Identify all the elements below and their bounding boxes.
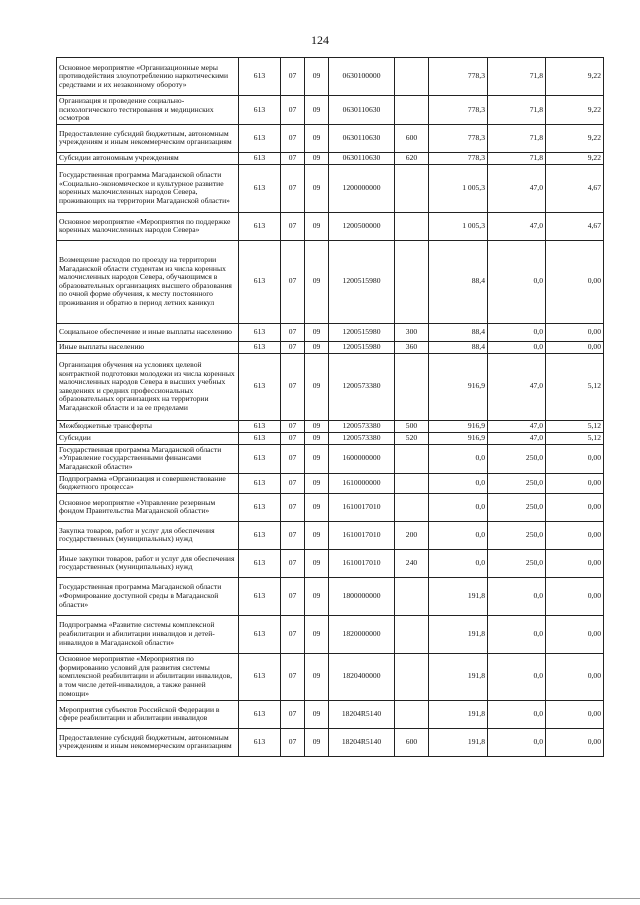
cell-vr: 600 [395,124,429,152]
cell-ved: 613 [239,700,281,728]
cell-sum-2: 47,0 [488,212,546,240]
cell-name: Возмещение расходов по проезду на территории Магаданской области студентам из числа коренных малочисленных народов Севера, обучающимся в образовательных организациях высшего образования по очной форме обучения, к месту постоянного проживания и обратно в период летних каникул [57,240,239,323]
table-row [57,96,604,125]
cell-sum-3: 5,12 [546,432,604,444]
cell-csr: 1610017010 [329,493,395,521]
cell-name: Субсидии [57,432,239,444]
cell-name: Закупка товаров, работ и услуг для обеспечения государственных (муниципальных) нужд [57,521,239,549]
cell-ved: 613 [239,96,281,125]
cell-sum-2: 47,0 [488,353,546,420]
cell-name: Предоставление субсидий бюджетным, автономным учреждениям и иным некоммерческим организациям [57,124,239,152]
cell-sum-3: 5,12 [546,353,604,420]
cell-rz: 07 [281,323,305,341]
cell-sum-1: 191,8 [429,615,488,653]
cell-sum-1: 778,3 [429,58,488,96]
cell-rz: 07 [281,473,305,493]
cell-ved: 613 [239,212,281,240]
cell-sum-3: 0,00 [546,473,604,493]
cell-sum-1: 191,8 [429,728,488,756]
cell-sum-2: 71,8 [488,124,546,152]
cell-pr: 09 [305,700,329,728]
cell-rz: 07 [281,493,305,521]
cell-pr: 09 [305,58,329,96]
cell-sum-2: 0,0 [488,240,546,323]
cell-vr [395,653,429,700]
cell-sum-2: 0,0 [488,577,546,615]
cell-name: Основное мероприятие «Мероприятия по формированию условий для развития системы комплексной реабилитации и абилитации инвалидов, в том числе детей-инвалидов, а также ранней помощи» [57,653,239,700]
cell-ved: 613 [239,341,281,353]
cell-pr: 09 [305,493,329,521]
cell-vr: 300 [395,323,429,341]
cell-sum-2: 47,0 [488,164,546,212]
cell-sum-1: 88,4 [429,240,488,323]
cell-sum-1: 88,4 [429,341,488,353]
table-row [57,473,604,493]
cell-sum-3: 4,67 [546,212,604,240]
cell-sum-3: 0,00 [546,444,604,473]
cell-pr: 09 [305,96,329,125]
cell-sum-1: 0,0 [429,521,488,549]
cell-vr [395,58,429,96]
table-row [57,323,604,341]
cell-csr: 1200573380 [329,420,395,432]
cell-sum-3: 0,00 [546,700,604,728]
cell-vr [395,700,429,728]
table-row [57,58,604,96]
cell-pr: 09 [305,653,329,700]
cell-pr: 09 [305,521,329,549]
cell-sum-2: 0,0 [488,728,546,756]
cell-csr: 0630100000 [329,58,395,96]
cell-pr: 09 [305,615,329,653]
cell-ved: 613 [239,152,281,164]
cell-sum-2: 250,0 [488,473,546,493]
cell-pr: 09 [305,124,329,152]
cell-sum-1: 916,9 [429,420,488,432]
cell-rz: 07 [281,444,305,473]
table-row [57,152,604,164]
cell-sum-2: 0,0 [488,700,546,728]
cell-sum-3: 0,00 [546,521,604,549]
cell-ved: 613 [239,323,281,341]
cell-rz: 07 [281,700,305,728]
cell-ved: 613 [239,444,281,473]
cell-vr [395,493,429,521]
cell-ved: 613 [239,615,281,653]
cell-ved: 613 [239,728,281,756]
cell-vr: 500 [395,420,429,432]
cell-vr [395,164,429,212]
cell-sum-3: 5,12 [546,420,604,432]
cell-ved: 613 [239,240,281,323]
cell-rz: 07 [281,240,305,323]
cell-ved: 613 [239,577,281,615]
cell-ved: 613 [239,124,281,152]
table-row [57,164,604,212]
cell-sum-2: 250,0 [488,493,546,521]
cell-name: Мероприятия субъектов Российской Федерации в сфере реабилитации и абилитации инвалидов [57,700,239,728]
cell-name: Основное мероприятие «Организационные меры противодействия злоупотреблению наркотическими средствами и их незаконному обороту» [57,58,239,96]
cell-pr: 09 [305,549,329,577]
cell-name: Иные закупки товаров, работ и услуг для обеспечения государственных (муниципальных) нужд [57,549,239,577]
cell-vr: 600 [395,728,429,756]
cell-vr: 620 [395,152,429,164]
cell-name: Государственная программа Магаданской области «Управление государственными финансами Магаданской области» [57,444,239,473]
cell-name: Предоставление субсидий бюджетным, автономным учреждениям и иным некоммерческим организациям [57,728,239,756]
cell-rz: 07 [281,124,305,152]
cell-name: Субсидии автономным учреждениям [57,152,239,164]
table-row [57,124,604,152]
cell-name: Межбюджетные трансферты [57,420,239,432]
table-row [57,212,604,240]
table-row [57,521,604,549]
cell-sum-2: 0,0 [488,323,546,341]
table-body [57,58,604,757]
cell-sum-3: 4,67 [546,164,604,212]
cell-pr: 09 [305,432,329,444]
cell-sum-3: 0,00 [546,615,604,653]
table-row [57,615,604,653]
cell-ved: 613 [239,420,281,432]
cell-pr: 09 [305,212,329,240]
cell-sum-2: 71,8 [488,96,546,125]
cell-rz: 07 [281,521,305,549]
cell-vr: 360 [395,341,429,353]
cell-vr [395,577,429,615]
cell-rz: 07 [281,58,305,96]
cell-csr: 1610017010 [329,521,395,549]
cell-sum-1: 1 005,3 [429,212,488,240]
cell-sum-3: 0,00 [546,240,604,323]
cell-sum-3: 0,00 [546,493,604,521]
cell-pr: 09 [305,444,329,473]
cell-csr: 0630110630 [329,124,395,152]
cell-pr: 09 [305,341,329,353]
table-row [57,577,604,615]
cell-rz: 07 [281,212,305,240]
cell-csr: 1200573380 [329,432,395,444]
cell-vr [395,444,429,473]
cell-rz: 07 [281,96,305,125]
cell-vr: 200 [395,521,429,549]
cell-sum-1: 191,8 [429,577,488,615]
cell-pr: 09 [305,728,329,756]
cell-sum-1: 191,8 [429,653,488,700]
table-row [57,444,604,473]
cell-rz: 07 [281,432,305,444]
cell-ved: 613 [239,58,281,96]
table-row [57,432,604,444]
cell-pr: 09 [305,323,329,341]
cell-csr: 1200515980 [329,240,395,323]
cell-vr: 240 [395,549,429,577]
cell-csr: 1820000000 [329,615,395,653]
cell-vr [395,473,429,493]
cell-name: Организация и проведение социально-психологического тестирования и медицинских осмотров [57,96,239,125]
cell-sum-2: 71,8 [488,152,546,164]
cell-sum-3: 0,00 [546,341,604,353]
table-row [57,240,604,323]
cell-csr: 1200515980 [329,323,395,341]
cell-sum-2: 0,0 [488,653,546,700]
cell-sum-3: 9,22 [546,124,604,152]
bottom-rule [0,898,640,899]
cell-pr: 09 [305,473,329,493]
cell-csr: 0630110630 [329,152,395,164]
cell-csr: 1200000000 [329,164,395,212]
cell-rz: 07 [281,420,305,432]
cell-sum-1: 0,0 [429,549,488,577]
cell-rz: 07 [281,728,305,756]
cell-ved: 613 [239,432,281,444]
cell-sum-3: 9,22 [546,152,604,164]
cell-pr: 09 [305,577,329,615]
cell-ved: 613 [239,653,281,700]
cell-ved: 613 [239,493,281,521]
cell-ved: 613 [239,521,281,549]
table-row [57,420,604,432]
cell-sum-1: 88,4 [429,323,488,341]
cell-sum-1: 916,9 [429,432,488,444]
cell-csr: 1200500000 [329,212,395,240]
cell-csr: 1600000000 [329,444,395,473]
cell-sum-1: 916,9 [429,353,488,420]
cell-pr: 09 [305,164,329,212]
cell-rz: 07 [281,615,305,653]
cell-rz: 07 [281,653,305,700]
cell-ved: 613 [239,473,281,493]
cell-sum-1: 778,3 [429,152,488,164]
cell-rz: 07 [281,152,305,164]
cell-ved: 613 [239,353,281,420]
table-row [57,493,604,521]
cell-sum-3: 9,22 [546,96,604,125]
page-number: 124 [311,33,329,47]
cell-sum-2: 47,0 [488,432,546,444]
cell-sum-3: 9,22 [546,58,604,96]
cell-sum-2: 71,8 [488,58,546,96]
cell-ved: 613 [239,164,281,212]
cell-csr: 1610000000 [329,473,395,493]
cell-rz: 07 [281,577,305,615]
cell-name: Государственная программа Магаданской области «Социально-экономическое и культурное развитие коренных малочисленных народов Севера, проживающих на территории Магаданской области» [57,164,239,212]
cell-csr: 1610017010 [329,549,395,577]
cell-csr: 1200515980 [329,341,395,353]
cell-vr [395,212,429,240]
cell-csr: 18204R5140 [329,700,395,728]
cell-vr: 520 [395,432,429,444]
cell-sum-2: 0,0 [488,341,546,353]
cell-sum-3: 0,00 [546,577,604,615]
cell-sum-2: 250,0 [488,549,546,577]
cell-name: Подпрограмма «Организация и совершенствование бюджетного процесса» [57,473,239,493]
cell-sum-1: 778,3 [429,96,488,125]
cell-ved: 613 [239,549,281,577]
table-row [57,728,604,756]
cell-pr: 09 [305,152,329,164]
cell-pr: 09 [305,240,329,323]
cell-sum-3: 0,00 [546,323,604,341]
cell-rz: 07 [281,341,305,353]
table-row [57,341,604,353]
cell-sum-1: 0,0 [429,444,488,473]
cell-sum-1: 191,8 [429,700,488,728]
cell-name: Основное мероприятие «Управление резервным фондом Правительства Магаданской области» [57,493,239,521]
table-row [57,549,604,577]
cell-name: Организация обучения на условиях целевой контрактной подготовки молодежи из числа коренных малочисленных народов Севера в высших учебных заведениях и средних профессиональных образовательных организациях на территории Магаданской области и за ее пределами [57,353,239,420]
cell-csr: 1820400000 [329,653,395,700]
cell-rz: 07 [281,353,305,420]
cell-sum-1: 0,0 [429,473,488,493]
cell-sum-1: 0,0 [429,493,488,521]
cell-sum-1: 778,3 [429,124,488,152]
cell-csr: 0630110630 [329,96,395,125]
cell-sum-3: 0,00 [546,549,604,577]
cell-vr [395,96,429,125]
cell-name: Социальное обеспечение и иные выплаты населению [57,323,239,341]
cell-sum-1: 1 005,3 [429,164,488,212]
cell-sum-2: 0,0 [488,615,546,653]
cell-name: Государственная программа Магаданской области «Формирование доступной среды в Магаданской области» [57,577,239,615]
cell-pr: 09 [305,420,329,432]
cell-csr: 18204R5140 [329,728,395,756]
cell-csr: 1200573380 [329,353,395,420]
cell-sum-2: 250,0 [488,444,546,473]
cell-csr: 1800000000 [329,577,395,615]
cell-sum-2: 250,0 [488,521,546,549]
cell-vr [395,353,429,420]
cell-sum-3: 0,00 [546,728,604,756]
table-row [57,700,604,728]
cell-vr [395,615,429,653]
budget-table [56,57,604,757]
cell-rz: 07 [281,549,305,577]
table-row [57,353,604,420]
cell-name: Подпрограмма «Развитие системы комплексной реабилитации и абилитации инвалидов и детей-инвалидов в Магаданской области» [57,615,239,653]
cell-rz: 07 [281,164,305,212]
cell-sum-3: 0,00 [546,653,604,700]
cell-vr [395,240,429,323]
table-row [57,653,604,700]
cell-pr: 09 [305,353,329,420]
cell-name: Иные выплаты населению [57,341,239,353]
cell-sum-2: 47,0 [488,420,546,432]
cell-name: Основное мероприятие «Мероприятия по поддержке коренных малочисленных народов Севера» [57,212,239,240]
